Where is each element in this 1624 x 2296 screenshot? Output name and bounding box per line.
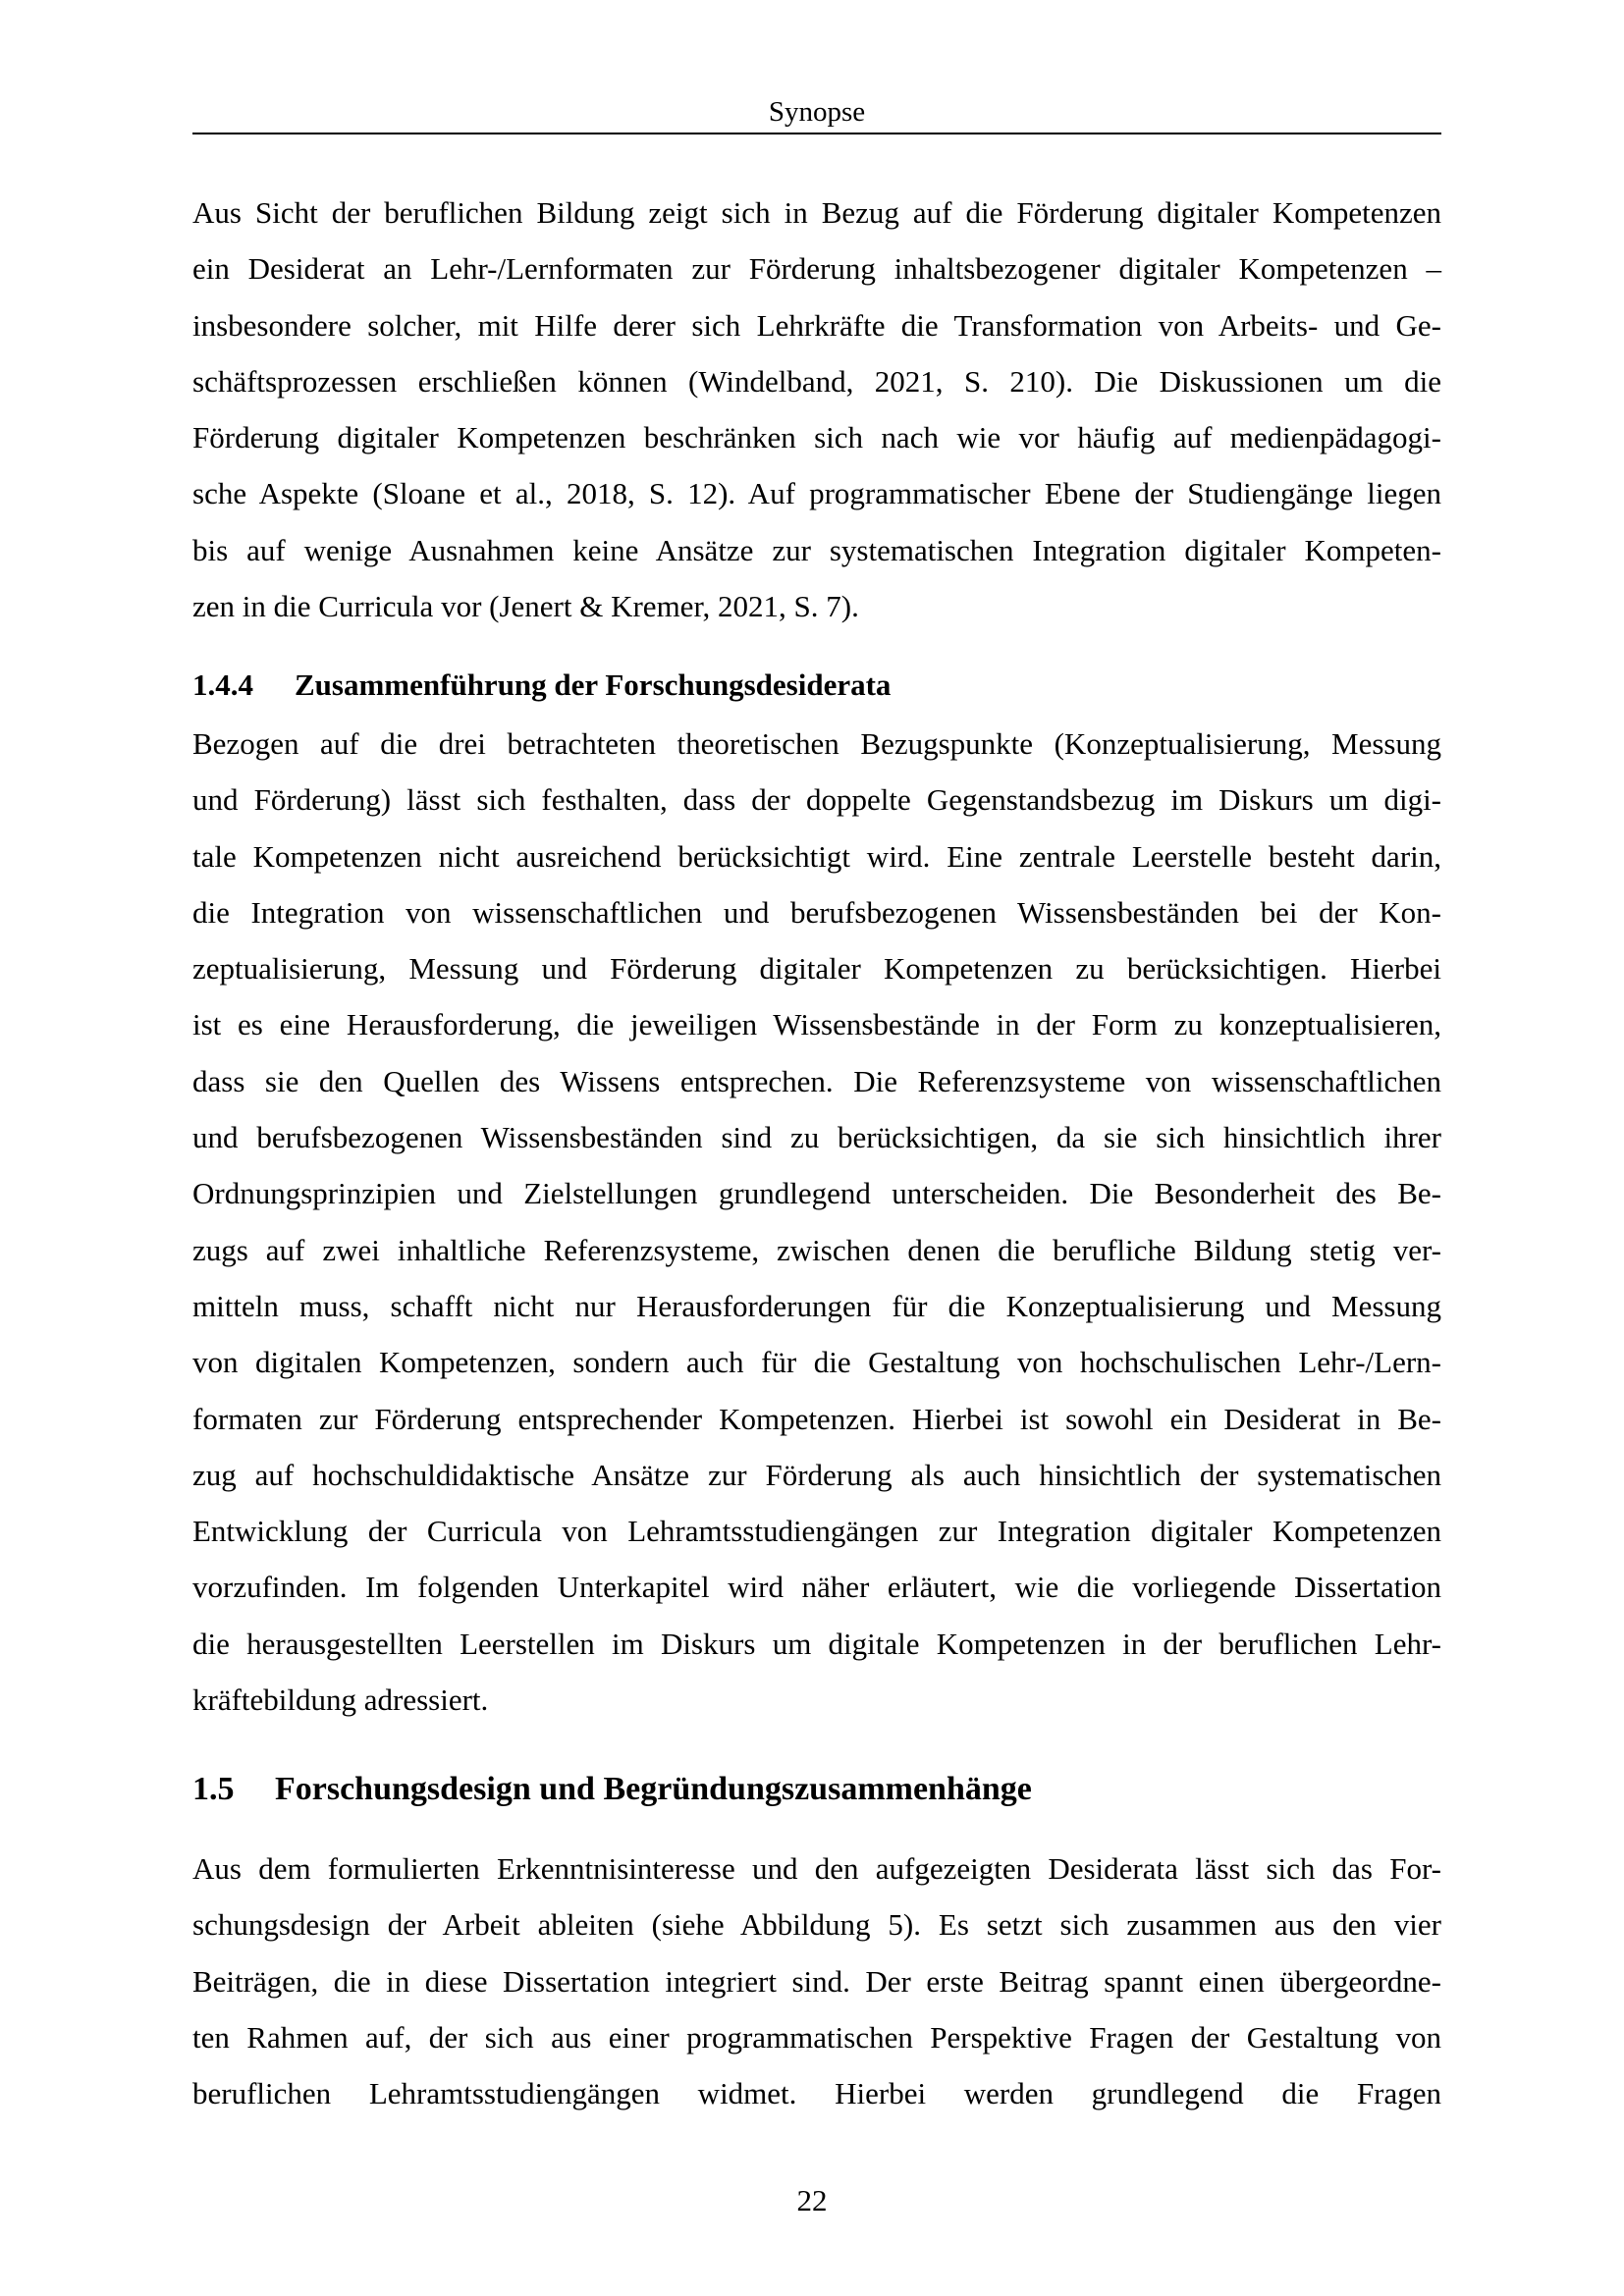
text-line: zeptualisierung, Messung und Förderung digitaler Kompetenzen zu berücksichtigen. Hierbei <box>192 951 1441 987</box>
text-line: die Integration von wissenschaftlichen und berufsbezogenen Wissensbeständen bei der Kon- <box>192 894 1441 930</box>
page-number: 22 <box>796 2183 828 2217</box>
text-line: die herausgestellten Leerstellen im Diskurs um digitale Kompetenzen in der beruflichen Lehr- <box>192 1626 1441 1661</box>
text-line: zug auf hochschuldidaktische Ansätze zur Förderung als auch hinsichtlich der systematischen <box>192 1457 1441 1492</box>
text-line: zugs auf zwei inhaltliche Referenzsysteme, zwischen denen die berufliche Bildung stetig ver- <box>192 1232 1441 1267</box>
text-line: Beiträgen, die in diese Dissertation integriert sind. Der erste Beitrag spannt einen übergeordne- <box>192 1963 1441 1999</box>
text-line: Ordnungsprinzipien und Zielstellungen grundlegend unterscheiden. Die Besonderheit des Be- <box>192 1176 1441 1211</box>
section-heading-1-5 <box>192 1768 1032 1811</box>
text-line: ein Desiderat an Lehr-/Lernformaten zur Förderung inhaltsbezogener digitaler Kompetenzen – <box>192 251 1441 287</box>
section-heading-1-4-4 <box>192 666 891 705</box>
text-line: formaten zur Förderung entsprechender Kompetenzen. Hierbei ist sowohl ein Desiderat in Be- <box>192 1401 1441 1436</box>
text-line: zen in die Curricula vor (Jenert & Kremer, 2021, S. 7). <box>192 589 859 624</box>
paragraph-research-desiderata <box>192 716 1441 1728</box>
text-line: von digitalen Kompetenzen, sondern auch für die Gestaltung von hochschulischen Lehr-/Lern- <box>192 1345 1441 1380</box>
text-line: ist es eine Herausforderung, die jeweiligen Wissensbestände in der Form zu konzeptualisieren, <box>192 1007 1441 1042</box>
text-line: bis auf wenige Ausnahmen keine Ansätze zur systematischen Integration digitaler Kompeten- <box>192 532 1441 567</box>
text-line: und Förderung) lässt sich festhalten, dass der doppelte Gegenstandsbezug im Diskurs um digi- <box>192 782 1441 818</box>
text-line: mitteln muss, schafft nicht nur Herausforderungen für die Konzeptualisierung und Messung <box>192 1288 1441 1323</box>
text-line: ten Rahmen auf, der sich aus einer programmatischen Perspektive Fragen der Gestaltung von <box>192 2019 1441 2055</box>
paragraph-digital-competence-promotion <box>192 185 1441 634</box>
text-line: und berufsbezogenen Wissensbeständen sind zu berücksichtigen, da sie sich hinsichtlich ihrer <box>192 1120 1441 1155</box>
text-line: Förderung digitaler Kompetenzen beschränken sich nach wie vor häufig auf medienpädagogi- <box>192 420 1441 455</box>
running-header: Synopse <box>192 94 1441 134</box>
text-line: beruflichen Lehramtsstudiengängen widmet. Hierbei werden grundlegend die Fragen <box>192 2076 1441 2111</box>
section-number: 1.5 <box>192 1771 235 1807</box>
text-line: schäftsprozessen erschließen können (Windelband, 2021, S. 210). Die Diskussionen um die <box>192 363 1441 399</box>
section-title: Zusammenführung der Forschungsdesiderata <box>295 667 892 702</box>
text-line: Bezogen auf die drei betrachteten theoretischen Bezugspunkte (Konzeptualisierung, Messung <box>192 726 1441 761</box>
text-line: dass sie den Quellen des Wissens entsprechen. Die Referenzsysteme von wissenschaftlichen <box>192 1063 1441 1098</box>
section-title: Forschungsdesign und Begründungszusammenhänge <box>275 1771 1032 1807</box>
text-line: vorzufinden. Im folgenden Unterkapitel wird näher erläutert, wie die vorliegende Dissertation <box>192 1570 1441 1605</box>
paragraph-research-design <box>192 1841 1441 2121</box>
section-number: 1.4.4 <box>192 667 253 702</box>
text-line: kräftebildung adressiert. <box>192 1682 489 1718</box>
text-line: tale Kompetenzen nicht ausreichend berücksichtigt wird. Eine zentrale Leerstelle besteht darin, <box>192 838 1441 874</box>
text-line: Aus dem formulierten Erkenntnisinteresse und den aufgezeigten Desiderata lässt sich das For- <box>192 1851 1441 1886</box>
text-line: Entwicklung der Curricula von Lehramtsstudiengängen zur Integration digitaler Kompetenzen <box>192 1514 1441 1549</box>
text-line: Aus Sicht der beruflichen Bildung zeigt sich in Bezug auf die Förderung digitaler Kompetenzen <box>192 195 1441 230</box>
text-line: schungsdesign der Arbeit ableiten (siehe Abbildung 5). Es setzt sich zusammen aus den vier <box>192 1907 1441 1943</box>
text-line: sche Aspekte (Sloane et al., 2018, S. 12). Auf programmatischer Ebene der Studiengänge liegen <box>192 476 1441 511</box>
text-line: insbesondere solcher, mit Hilfe derer sich Lehrkräfte die Transformation von Arbeits- und Ge- <box>192 307 1441 343</box>
